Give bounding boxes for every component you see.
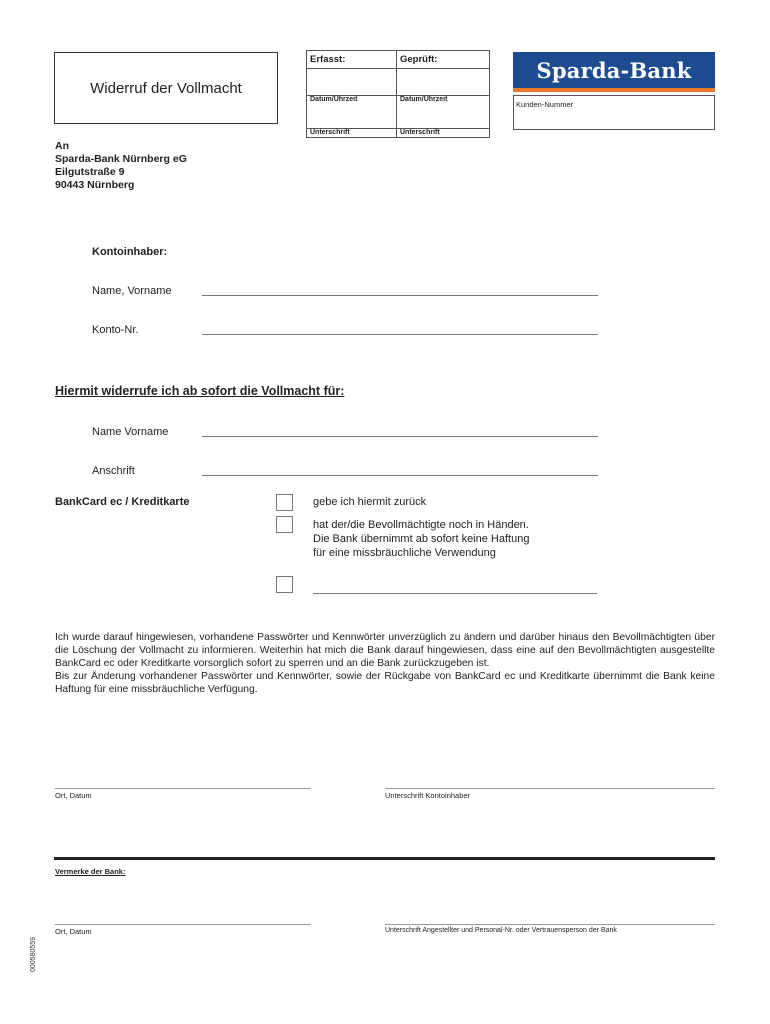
option-text-line: für eine missbräuchliche Verwendung [313,547,496,559]
unterschrift-kontoinhaber-line[interactable] [385,788,715,789]
option-zurueck-label: gebe ich hiermit zurück [313,496,427,508]
konto-nr-input[interactable] [202,334,598,335]
other-option-input[interactable] [313,593,597,594]
kunden-nummer-label: Kunden-Nummer [516,100,574,109]
checkbox-other[interactable] [276,576,293,593]
name-vorname-label: Name, Vorname [92,285,172,297]
unterschrift-label: Unterschrift [400,129,440,136]
form-number: 000580559 [30,936,37,972]
table-divider [307,68,489,69]
bank-ort-datum-line[interactable] [55,924,311,925]
checkbox-in-haenden[interactable] [276,516,293,533]
bank-section-divider [54,857,715,860]
bank-ort-datum-label: Ort, Datum [55,927,92,936]
notice-paragraph: Ich wurde darauf hingewiesen, vorhandene Passwörter und Kennwörter unverzüglich zu ändern und darüber hinaus den Bevollmächtigten über die Löschung der Vollmacht zu informieren. Weiterhin hat mich die Bank darauf hingewiesen, dass eine auf den Bevollmächtigten ausgestellte BankCard ec oder Kreditkarte vorsorglich sofort zu sperren und an die Bank zurückzugeben ist. [55,632,715,669]
recipient-address [55,140,187,192]
table-divider-vertical [396,51,397,137]
revocation-heading: Hiermit widerrufe ich ab sofort die Vollmacht für: [55,384,345,398]
bank-unterschrift-label: Unterschrift Angestellter und Personal-Nr. oder Vertrauensperson der Bank [385,927,617,934]
kontoinhaber-heading: Kontoinhaber: [92,246,168,258]
unterschrift-kontoinhaber-label: Unterschrift Kontoinhaber [385,791,471,800]
bankcard-label: BankCard ec / Kreditkarte [55,496,190,508]
ort-datum-line[interactable] [55,788,311,789]
bevollmaechtigter-name-label: Name Vorname [92,426,169,438]
anschrift-input[interactable] [202,475,598,476]
unterschrift-label: Unterschrift [310,129,350,136]
address-line: Sparda-Bank Nürnberg eG [55,153,187,165]
bevollmaechtigter-name-input[interactable] [202,436,598,437]
notice-paragraph: Bis zur Änderung vorhandener Passwörter und Kennwörter, sowie der Rückgabe von BankCard ec und Kreditkarte übernimmt die Bank keine Haftung für eine missbräuchliche Verfügung. [55,671,715,695]
option-text-line: hat der/die Bevollmächtigte noch in Händen. [313,519,529,531]
notice-text [55,631,715,696]
address-line: An [55,140,69,152]
option-in-haenden-label [313,518,529,560]
sparda-bank-logo: Sparda-Bank [513,52,715,88]
name-vorname-input[interactable] [202,295,598,296]
checkbox-zurueck[interactable] [276,494,293,511]
bank-unterschrift-line[interactable] [385,924,715,925]
geprueft-label: Geprüft: [400,54,438,65]
erfasst-label: Erfasst: [310,54,346,65]
address-line: Eilgutstraße 9 [55,166,125,178]
bank-check-table [306,50,490,138]
logo-stripe [513,88,715,92]
ort-datum-label: Ort, Datum [55,791,92,800]
anschrift-label: Anschrift [92,465,135,477]
option-text-line: Die Bank übernimmt ab sofort keine Haftung [313,533,530,545]
address-line: 90443 Nürnberg [55,179,135,191]
konto-nr-label: Konto-Nr. [92,324,139,336]
datum-uhrzeit-label: Datum/Uhrzeit [310,96,358,103]
form-title: Widerruf der Vollmacht [54,52,278,124]
vermerke-label: Vermerke der Bank: [55,867,126,876]
datum-uhrzeit-label: Datum/Uhrzeit [400,96,448,103]
